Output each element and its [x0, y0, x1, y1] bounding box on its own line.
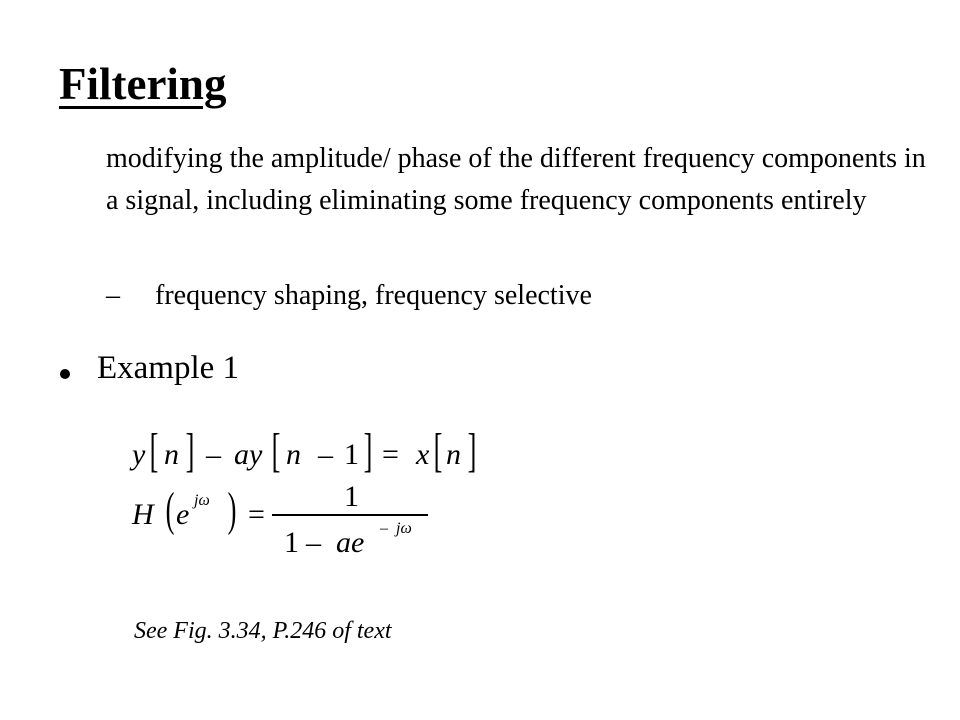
figure-reference: See Fig. 3.34, P.246 of text [134, 618, 392, 644]
eq1-lbrack-3: [ [433, 424, 443, 477]
eq2-numerator: 1 [344, 480, 359, 513]
eq1-equals: = [382, 438, 399, 471]
slide-title: Filtering [59, 59, 227, 109]
eq1-n-2: n [286, 438, 301, 471]
definition-text: modifying the amplitude/ phase of the different frequency components in a signal, including eliminating some frequency components entirely [106, 143, 926, 216]
eq2-e: e [176, 498, 190, 531]
eq2-exponent: jω [194, 492, 210, 509]
sub-bullet-marker: – [106, 280, 120, 311]
eq1-rbrack-1: ] [185, 424, 195, 477]
eq1-rbrack-2: ] [363, 424, 373, 477]
eq1-minus-2: – [318, 438, 333, 471]
eq2-den-minus: – [306, 526, 321, 559]
eq2-lparen: ( [165, 483, 175, 536]
eq1-ay: ay [234, 438, 263, 471]
fraction-bar [272, 514, 428, 516]
sub-bullet-text: frequency shaping, frequency selective [155, 280, 592, 311]
eq1-rbrack-3: ] [467, 424, 477, 477]
eq1-lbrack-1: [ [149, 424, 159, 477]
eq2-H: H [132, 498, 154, 531]
eq2-equals: = [248, 498, 265, 531]
example-label: Example 1 [97, 350, 240, 386]
eq2-den-exp: jω [396, 520, 412, 537]
eq2-den-exp-sign: – [380, 520, 388, 537]
eq1-y: y [132, 438, 146, 471]
bullet-dot-icon [60, 369, 70, 379]
eq2-den-ae: ae [336, 526, 365, 559]
eq1-minus-1: – [206, 438, 221, 471]
eq1-x: x [416, 438, 430, 471]
eq2-den-one: 1 [284, 526, 299, 559]
eq1-one: 1 [344, 438, 359, 471]
eq1-n-3: n [446, 438, 461, 471]
eq2-rparen: ) [227, 483, 237, 536]
eq1-n-1: n [164, 438, 179, 471]
eq1-lbrack-2: [ [271, 424, 281, 477]
